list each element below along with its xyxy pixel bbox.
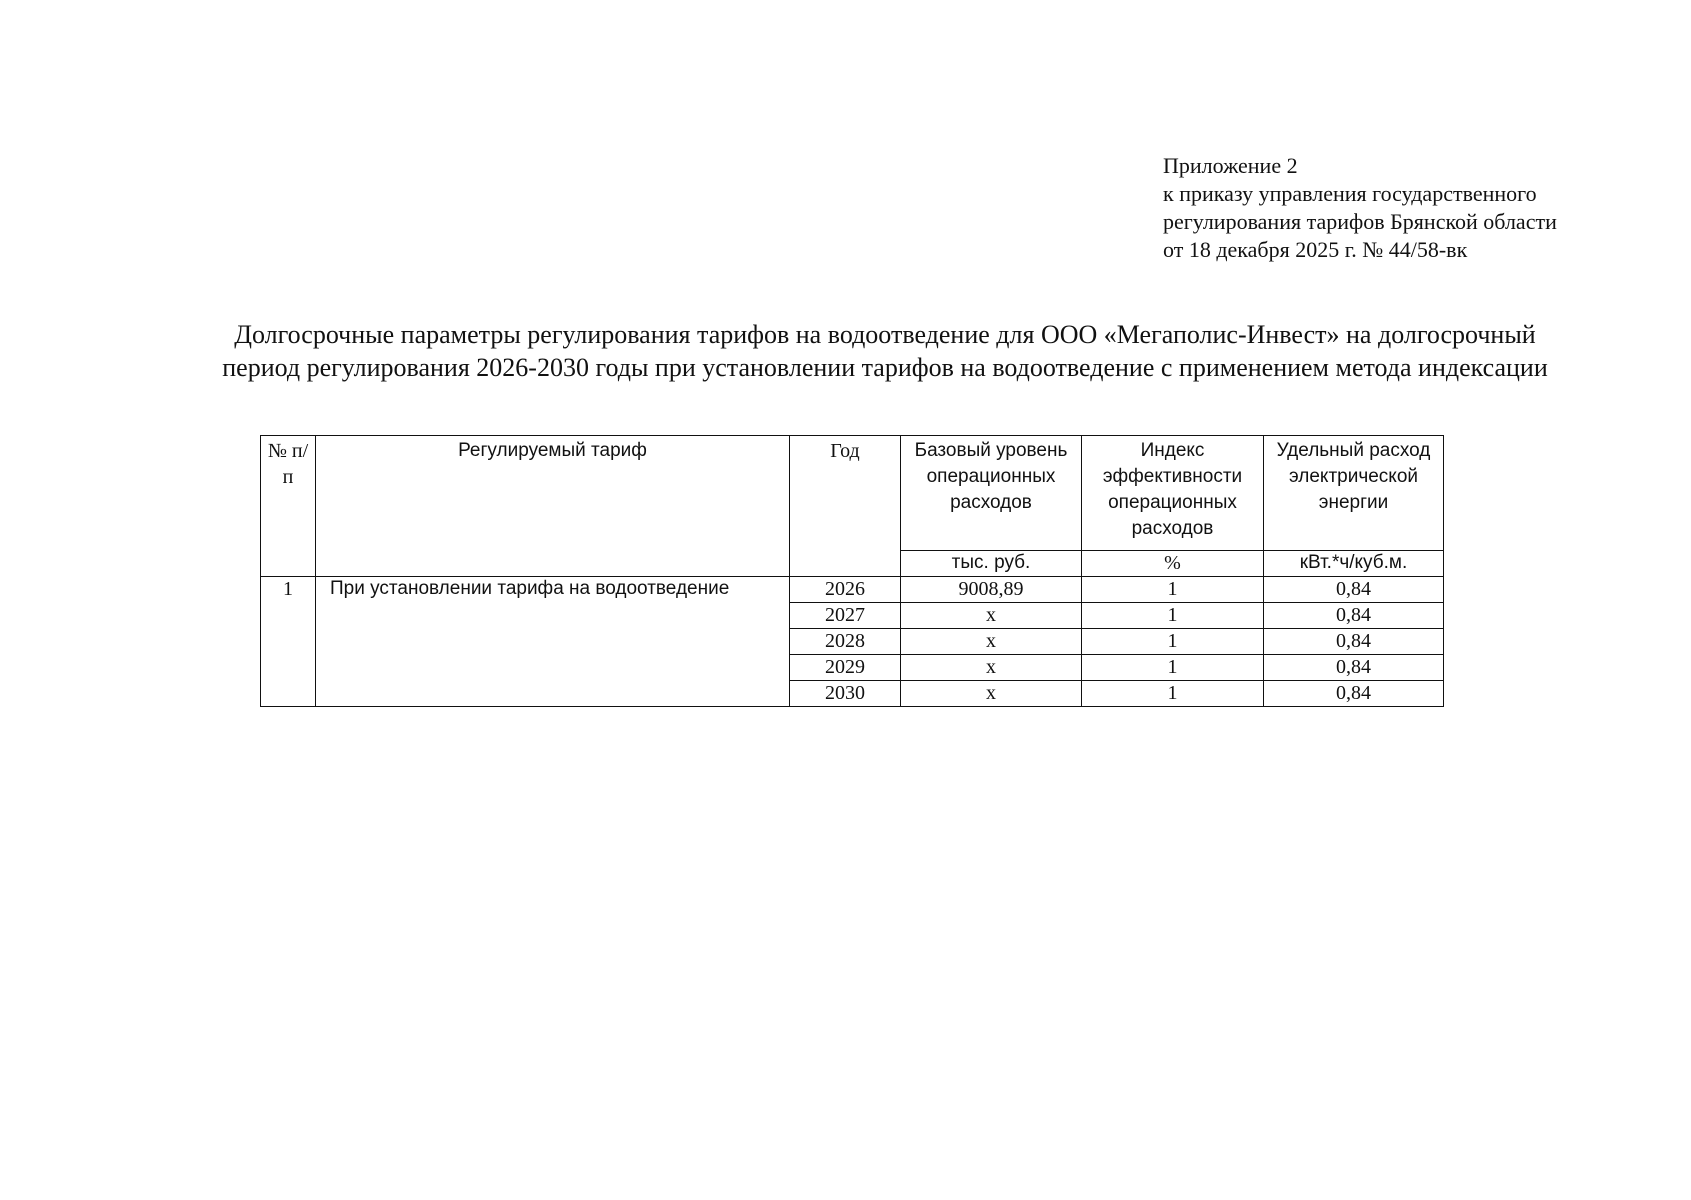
table-row [261,577,1444,603]
row-tariff: При установлении тарифа на водоотведение [316,577,790,707]
cell-efficiency-index: 1 [1082,681,1264,707]
header-tariff: Регулируемый тариф [316,436,790,577]
cell-efficiency-index: 1 [1082,577,1264,603]
document-title [150,318,1620,384]
header-energy-consumption: Удельный расход электрической энергии [1264,436,1444,551]
cell-year: 2030 [790,681,901,707]
cell-energy-consumption: 0,84 [1264,681,1444,707]
cell-energy-consumption: 0,84 [1264,577,1444,603]
cell-base-level: 9008,89 [901,577,1082,603]
appendix-line: от 18 декабря 2025 г. № 44/58-вк [1163,237,1468,262]
cell-base-level: х [901,603,1082,629]
cell-energy-consumption: 0,84 [1264,655,1444,681]
cell-year: 2028 [790,629,901,655]
title-line: Долгосрочные параметры регулирования тарифов на водоотведение для ООО «Мегаполис-Инвест» на долгосрочный [234,320,1536,349]
appendix-line: регулирования тарифов Брянской области [1163,209,1557,234]
row-num: 1 [261,577,316,707]
table-header-row [261,436,1444,551]
cell-year: 2029 [790,655,901,681]
parameters-table [260,435,1444,707]
unit-efficiency-index: % [1082,551,1264,577]
header-num: № п/п [261,436,316,577]
cell-year: 2027 [790,603,901,629]
cell-energy-consumption: 0,84 [1264,629,1444,655]
cell-energy-consumption: 0,84 [1264,603,1444,629]
title-line: период регулирования 2026-2030 годы при установлении тарифов на водоотведение с применением метода индексации [222,353,1548,382]
cell-base-level: х [901,655,1082,681]
cell-efficiency-index: 1 [1082,655,1264,681]
cell-base-level: х [901,681,1082,707]
cell-year: 2026 [790,577,901,603]
cell-efficiency-index: 1 [1082,603,1264,629]
unit-base-level: тыс. руб. [901,551,1082,577]
appendix-line: Приложение 2 [1163,153,1298,178]
cell-base-level: х [901,629,1082,655]
appendix-line: к приказу управления государственного [1163,181,1537,206]
header-year: Год [790,436,901,577]
cell-efficiency-index: 1 [1082,629,1264,655]
header-base-level: Базовый уровень операционных расходов [901,436,1082,551]
appendix-block [1163,152,1557,264]
unit-energy-consumption: кВт.*ч/куб.м. [1264,551,1444,577]
header-efficiency-index: Индекс эффективности операционных расходов [1082,436,1264,551]
